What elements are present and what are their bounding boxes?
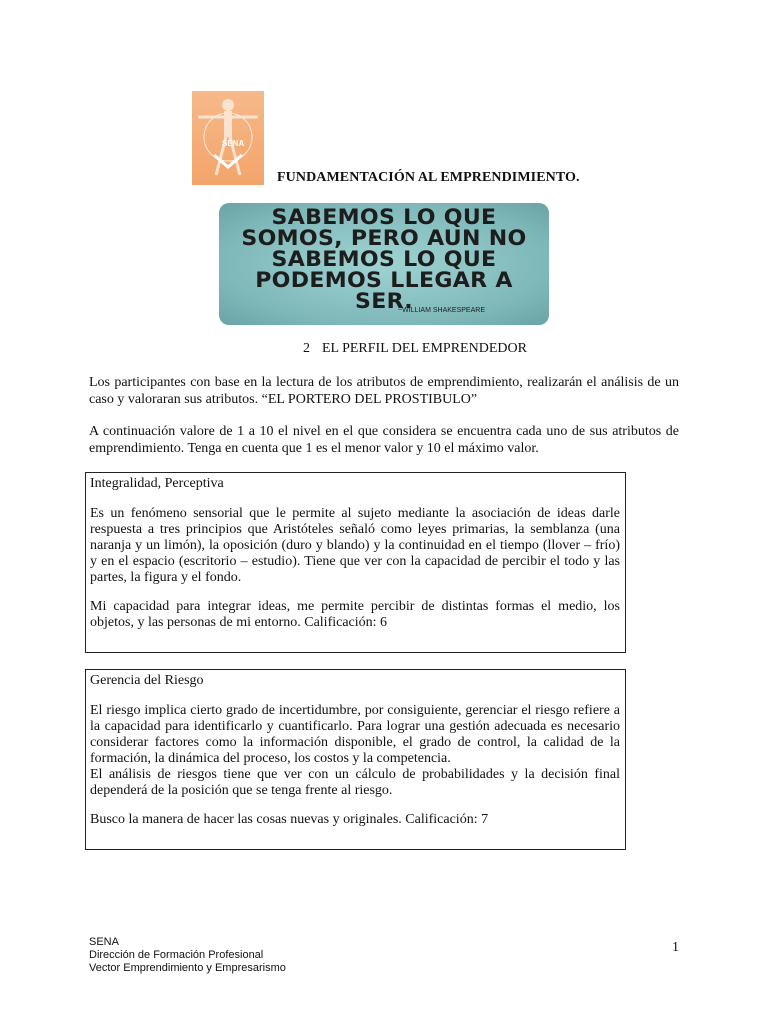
attribute-analysis: El análisis de riesgos tiene que ver con un cálculo de probabilidades y la decisión final dependerá de la posición que se tenga frente al riesgo. (90, 767, 620, 798)
footer-program: Vector Emprendimiento y Empresarismo (89, 962, 286, 974)
attribute-definition: El riesgo implica cierto grado de incertidumbre, por consiguiente, gerenciar el riesgo refiere a la capacidad para identificarlo y cuantificarlo. Para lograr una gestión adecuada es necesario considerar factores como la información disponible, el grado de control, la calidad de la formación, la dinámica del proceso, los costos y la competencia. (90, 703, 620, 766)
sena-logo (192, 91, 264, 185)
quote-author: ~WILLIAM SHAKESPEARE (398, 307, 485, 314)
logo-text: SENA (222, 139, 245, 148)
sena-figure-icon (192, 91, 264, 185)
attribute-title: Integralidad, Perceptiva (90, 476, 224, 491)
page-footer (89, 936, 286, 975)
section-heading (303, 341, 527, 357)
instructions-paragraph: A continuación valore de 1 a 10 el nivel en el que considera se encuentra cada uno de sus atributos de emprendimiento. Tenga en cuenta que 1 es el menor valor y 10 el máximo valor. (89, 424, 679, 456)
section-number: 2 (303, 341, 310, 356)
quote-text: SABEMOS LO QUE SOMOS, PERO AUN NO SABEMOS LO QUE PODEMOS LLEGAR A SER. (241, 205, 527, 313)
attribute-self-assessment: Mi capacidad para integrar ideas, me permite percibir de distintas formas el medio, los objetos, y las personas de mi entorno. Calificación: 6 (90, 599, 620, 630)
page-number: 1 (672, 940, 679, 955)
attribute-title: Gerencia del Riesgo (90, 673, 204, 688)
attribute-box-gerencia-riesgo (85, 669, 626, 850)
attribute-self-assessment: Busco la manera de hacer las cosas nuevas y originales. Calificación: 7 (90, 812, 489, 827)
document-title: FUNDAMENTACIÓN AL EMPRENDIMIENTO. (277, 170, 580, 185)
section-title: EL PERFIL DEL EMPRENDEDOR (322, 341, 527, 356)
quote-banner (219, 203, 549, 325)
footer-org: SENA (89, 936, 119, 948)
footer-department: Dirección de Formación Profesional (89, 949, 264, 961)
attribute-box-integralidad (85, 472, 626, 653)
intro-paragraph: Los participantes con base en la lectura de los atributos de emprendimiento, realizarán el análisis de un caso y valoraran sus atributos. “EL PORTERO DEL PROSTIBULO” (89, 375, 679, 407)
attribute-definition: Es un fenómeno sensorial que le permite al sujeto mediante la asociación de ideas darle respuesta a tres principios que Aristóteles señaló como leyes primarias, la semblanza (una naranja y un limón), la oposición (duro y blando) y la continuidad en el tiempo (llover – frío) y en el espacio (escritorio – estudio). Tiene que ver con la capacidad de percibir el todo y las partes, la figura y el fondo. (90, 506, 620, 585)
